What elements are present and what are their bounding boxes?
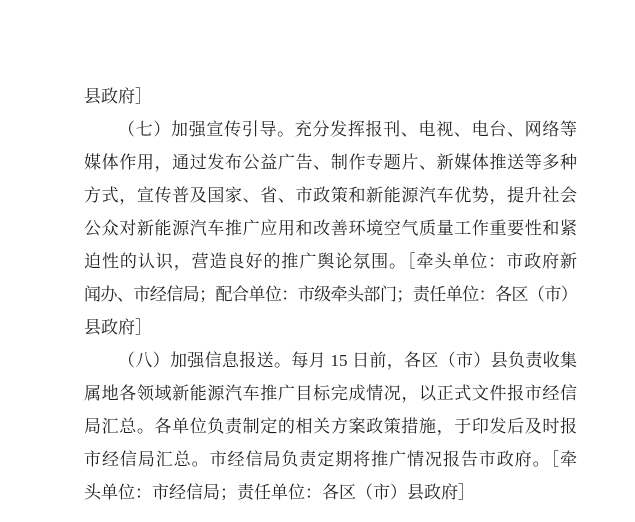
document-line: 闻办、市经信局；配合单位：市级牵头部门；责任单位：各区（市） [84,285,577,304]
document-line: 迫性的认识，营造良好的推广舆论氛围。［牵头单位：市政府新 [84,252,577,271]
document-line: 县政府］ [84,318,152,337]
document-line: 媒体作用，通过发布公益广告、制作专题片、新媒体推送等多种 [84,153,577,172]
document-line: 头单位：市经信局；责任单位：各区（市）县政府］ [84,483,475,502]
document-line: （八）加强信息报送。每月 15 日前，各区（市）县负责收集 [118,351,577,370]
document-line: 公众对新能源汽车推广应用和改善环境空气质量工作重要性和紧 [84,219,577,238]
document-line: 方式，宣传普及国家、省、市政策和新能源汽车优势，提升社会 [84,186,577,205]
document-line: 属地各领域新能源汽车推广目标完成情况，以正式文件报市经信 [84,384,577,403]
document-line: 局汇总。各单位负责制定的相关方案政策措施，于印发后及时报 [84,417,577,436]
document-line: 县政府］ [84,87,152,106]
document-line: 市经信局汇总。市经信局负责定期将推广情况报告市政府。［牵 [84,450,577,469]
document-line: （七）加强宣传引导。充分发挥报刊、电视、电台、网络等 [118,120,577,139]
